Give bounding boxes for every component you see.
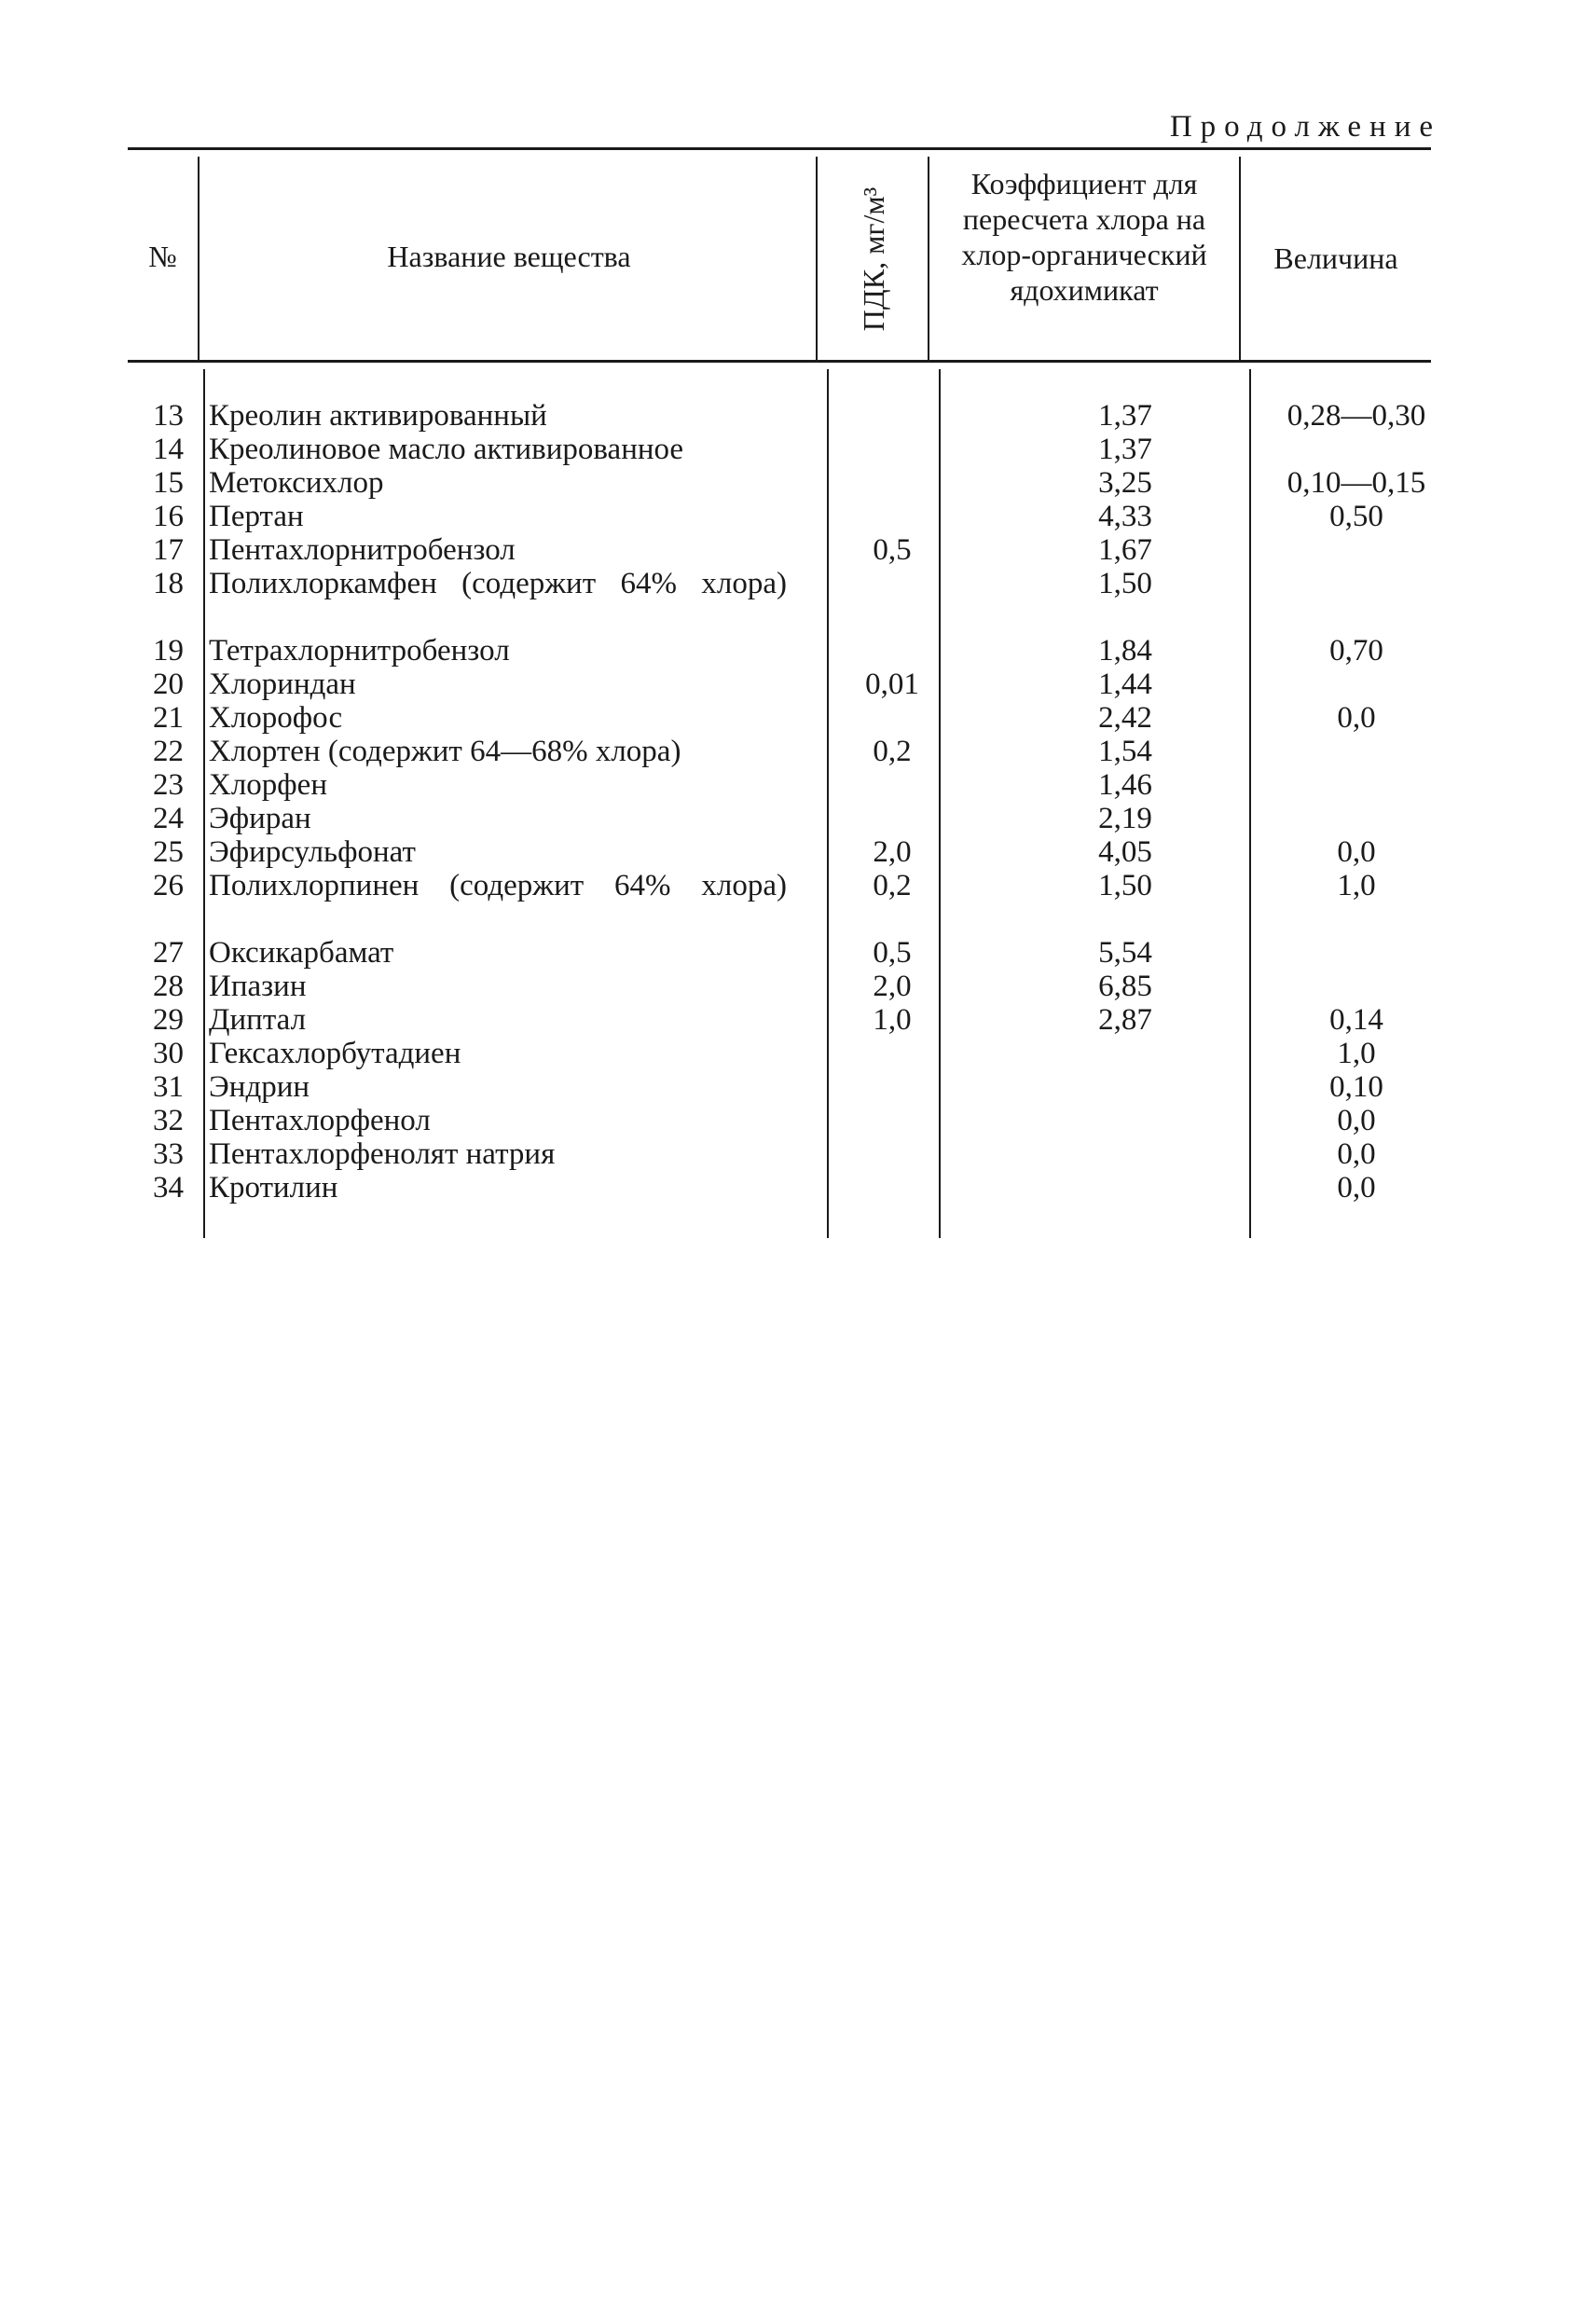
row-number: 33 xyxy=(153,1137,184,1171)
row-coefficient: 3,25 xyxy=(1098,466,1152,500)
row-pdk: 0,01 xyxy=(865,668,919,701)
row-value: 0,0 xyxy=(1337,701,1376,735)
row-name: Диптал xyxy=(209,1003,307,1037)
row-name: Креолиновое масло активированное xyxy=(209,433,684,466)
row-name: Гексахлорбутадиен xyxy=(209,1037,461,1070)
row-pdk: 1,0 xyxy=(873,1003,912,1037)
row-value: 0,10 xyxy=(1329,1070,1383,1104)
row-number: 31 xyxy=(153,1070,184,1104)
header-divider-2 xyxy=(816,157,818,360)
row-name: Хлорфен xyxy=(209,768,327,802)
row-number: 25 xyxy=(153,835,184,869)
header-divider-1 xyxy=(198,157,200,360)
row-value: 1,0 xyxy=(1337,1037,1376,1070)
row-number: 27 xyxy=(153,936,184,970)
row-name: Креолин активированный xyxy=(209,399,547,433)
row-value: 0,0 xyxy=(1337,1137,1376,1171)
row-coefficient: 4,33 xyxy=(1098,500,1152,533)
row-name: Полихлоркамфен (содержит 64% хлора) xyxy=(209,567,787,600)
row-name: Эфиран xyxy=(209,802,311,835)
header-pdk: ПДК, мг/м³ xyxy=(857,186,890,332)
row-value: 0,28—0,30 xyxy=(1286,399,1426,433)
row-coefficient: 5,54 xyxy=(1098,936,1152,970)
row-name: Тетрахлорнитробензол xyxy=(209,634,510,668)
substances-table xyxy=(128,147,1431,1238)
row-coefficient: 1,67 xyxy=(1098,533,1152,567)
row-number: 28 xyxy=(153,970,184,1003)
row-coefficient: 6,85 xyxy=(1098,970,1152,1003)
continuation-label: Продолжение xyxy=(1169,110,1441,144)
row-number: 18 xyxy=(153,567,184,600)
row-name: Пентахлорфенолят натрия xyxy=(209,1137,556,1171)
row-coefficient: 1,37 xyxy=(1098,433,1152,466)
row-name: Эндрин xyxy=(209,1070,310,1104)
row-value: 0,10—0,15 xyxy=(1286,466,1426,500)
row-value: 0,0 xyxy=(1337,1171,1376,1205)
row-number: 16 xyxy=(153,500,184,533)
row-coefficient: 1,37 xyxy=(1098,399,1152,433)
table-top-rule xyxy=(128,147,1431,150)
row-name: Пентахлорнитробензол xyxy=(209,533,516,567)
body-divider-1 xyxy=(203,369,205,1238)
header-bottom-rule xyxy=(128,360,1431,363)
body-divider-2 xyxy=(827,369,829,1238)
row-coefficient: 2,42 xyxy=(1098,701,1152,735)
row-number: 20 xyxy=(153,668,184,701)
header-divider-4 xyxy=(1239,157,1241,360)
row-name: Хлориндан xyxy=(209,668,356,701)
row-coefficient: 1,46 xyxy=(1098,768,1152,802)
row-number: 23 xyxy=(153,768,184,802)
row-value: 0,14 xyxy=(1329,1003,1383,1037)
row-pdk: 0,5 xyxy=(873,936,912,970)
row-number: 17 xyxy=(153,533,184,567)
row-number: 32 xyxy=(153,1104,184,1137)
row-value: 0,50 xyxy=(1329,500,1383,533)
row-name: Хлорофос xyxy=(209,701,343,735)
row-number: 21 xyxy=(153,701,184,735)
row-value: 1,0 xyxy=(1337,869,1376,902)
row-number: 30 xyxy=(153,1037,184,1070)
row-name: Оксикарбамат xyxy=(209,936,394,970)
row-name: Пертан xyxy=(209,500,304,533)
row-pdk: 0,5 xyxy=(873,533,912,567)
row-pdk: 0,2 xyxy=(873,735,912,768)
header-name: Название вещества xyxy=(387,240,631,273)
row-coefficient: 4,05 xyxy=(1098,835,1152,869)
row-number: 24 xyxy=(153,802,184,835)
row-pdk: 2,0 xyxy=(873,835,912,869)
body-divider-3 xyxy=(939,369,941,1238)
row-number: 29 xyxy=(153,1003,184,1037)
row-name: Метоксихлор xyxy=(209,466,384,500)
row-name: Ипазин xyxy=(209,970,307,1003)
row-number: 14 xyxy=(153,433,184,466)
row-pdk: 0,2 xyxy=(873,869,912,902)
row-name: Кротилин xyxy=(209,1171,338,1205)
header-value: Величина xyxy=(1273,241,1398,275)
row-number: 34 xyxy=(153,1171,184,1205)
row-value: 0,70 xyxy=(1329,634,1383,668)
row-coefficient: 1,84 xyxy=(1098,634,1152,668)
row-coefficient: 1,44 xyxy=(1098,668,1152,701)
row-number: 22 xyxy=(153,735,184,768)
row-number: 13 xyxy=(153,399,184,433)
row-name: Пентахлорфенол xyxy=(209,1104,431,1137)
row-coefficient: 1,50 xyxy=(1098,869,1152,902)
row-number: 26 xyxy=(153,869,184,902)
row-number: 15 xyxy=(153,466,184,500)
row-name: Хлортен (содержит 64—68% хлора) xyxy=(209,735,681,768)
row-coefficient: 1,54 xyxy=(1098,735,1152,768)
row-coefficient: 2,19 xyxy=(1098,802,1152,835)
header-number: № xyxy=(148,240,177,273)
header-coefficient: Коэффициент для пересчета хлора на хлор-органический ядохимикат xyxy=(961,167,1207,307)
row-pdk: 2,0 xyxy=(873,970,912,1003)
row-name: Полихлорпинен (содержит 64% хлора) xyxy=(209,869,787,902)
header-divider-3 xyxy=(928,157,929,360)
row-number: 19 xyxy=(153,634,184,668)
row-name: Эфирсульфонат xyxy=(209,835,416,869)
row-coefficient: 2,87 xyxy=(1098,1003,1152,1037)
row-coefficient: 1,50 xyxy=(1098,567,1152,600)
row-value: 0,0 xyxy=(1337,835,1376,869)
row-value: 0,0 xyxy=(1337,1104,1376,1137)
